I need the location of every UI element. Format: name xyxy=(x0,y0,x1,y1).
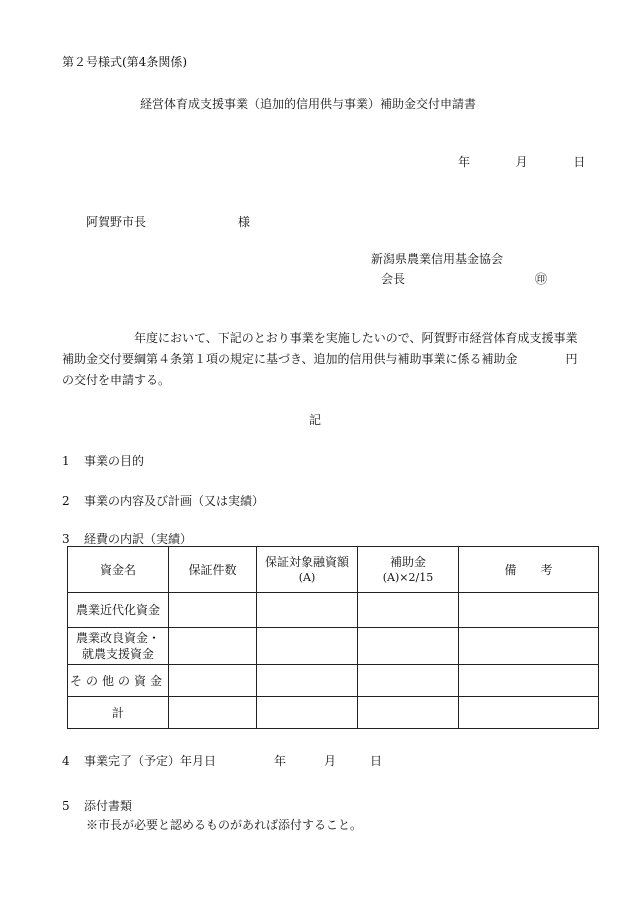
cell-subsidy[interactable] xyxy=(358,593,459,628)
cell-loan-amount[interactable] xyxy=(257,665,358,697)
cell-remarks[interactable] xyxy=(459,665,599,697)
table-row xyxy=(68,665,599,697)
item-attachments xyxy=(62,797,132,814)
addressee-honorific: 様 xyxy=(238,215,251,229)
date-year: 年 xyxy=(458,155,471,169)
item-completion-date xyxy=(62,752,383,769)
table-header-row xyxy=(68,547,599,593)
table-row xyxy=(68,593,599,628)
table-row xyxy=(68,697,599,729)
item-label: 事業完了（予定）年月日 xyxy=(84,754,217,768)
application-statement xyxy=(62,328,582,391)
header-subsidy-sub: (A)×2/15 xyxy=(382,570,434,584)
row-label-improvement-line2: 就農支援資金 xyxy=(81,647,154,661)
cell-guarantee-count[interactable] xyxy=(169,593,257,628)
cell-remarks[interactable] xyxy=(459,593,599,628)
ki-heading: 記 xyxy=(309,413,322,427)
document-title: 経営体育成支援事業（追加的信用供与事業）補助金交付申請書 xyxy=(140,97,477,111)
header-loan-amount xyxy=(257,547,358,593)
date-month: 月 xyxy=(515,155,528,169)
item-cost-breakdown xyxy=(62,530,192,547)
addressee xyxy=(86,213,251,230)
cost-breakdown-table xyxy=(67,546,599,729)
cell-subsidy[interactable] xyxy=(358,665,459,697)
cell-subsidy[interactable] xyxy=(358,628,459,665)
cell-guarantee-count[interactable] xyxy=(169,628,257,665)
completion-year: 年 xyxy=(274,754,287,768)
item-label: 事業の内容及び計画（又は実績） xyxy=(84,494,265,508)
header-remarks: 備 考 xyxy=(459,547,599,593)
header-subsidy xyxy=(358,547,459,593)
header-subsidy-label: 補助金 xyxy=(389,554,426,569)
applicant-organization: 新潟県農業信用基金協会 xyxy=(371,252,504,266)
cell-guarantee-count[interactable] xyxy=(169,665,257,697)
statement-line-2: 補助金交付要綱第４条第１項の規定に基づき、追加的信用供与補助事業に係る補助金 円 xyxy=(62,352,578,366)
cell-remarks[interactable] xyxy=(459,697,599,729)
table-row xyxy=(68,628,599,665)
item-number: 5 xyxy=(62,799,70,813)
header-loan-amount-label: 保証対象融資額 xyxy=(264,554,349,569)
attachments-note: ※市長が必要と認めるものがあれば添付すること。 xyxy=(86,818,363,832)
cell-loan-amount[interactable] xyxy=(257,593,358,628)
application-date xyxy=(458,153,585,170)
item-purpose xyxy=(62,452,144,469)
row-label-modernization: 農業近代化資金 xyxy=(68,593,169,628)
item-label: 経費の内訳（実績） xyxy=(84,532,193,546)
item-number: 1 xyxy=(62,454,70,468)
item-number: 2 xyxy=(62,494,70,508)
row-label-improvement xyxy=(68,628,169,665)
statement-line-1: 年度において、下記のとおり事業を実施したいので、阿賀野市経営体育成支援事業 xyxy=(62,331,578,345)
form-number: 第２号様式(第4条関係) xyxy=(62,55,187,69)
cell-guarantee-count[interactable] xyxy=(169,697,257,729)
cell-loan-amount[interactable] xyxy=(257,628,358,665)
item-number: 4 xyxy=(62,754,70,768)
addressee-name: 阿賀野市長 xyxy=(86,215,147,229)
header-guarantee-count: 保証件数 xyxy=(169,547,257,593)
row-label-improvement-line1: 農業改良資金・ xyxy=(75,631,160,645)
item-label: 事業の目的 xyxy=(84,454,145,468)
row-label-total: 計 xyxy=(68,697,169,729)
cell-subsidy[interactable] xyxy=(358,697,459,729)
completion-month: 月 xyxy=(324,754,337,768)
header-fund-name: 資金名 xyxy=(68,547,169,593)
completion-day: 日 xyxy=(370,754,383,768)
row-label-other: その他の資金 xyxy=(68,665,169,697)
header-loan-amount-sub: (A) xyxy=(298,570,316,584)
item-content xyxy=(62,492,264,509)
statement-line-3: の交付を申請する。 xyxy=(62,373,171,387)
cell-remarks[interactable] xyxy=(459,628,599,665)
item-number: 3 xyxy=(62,532,70,546)
item-label: 添付書類 xyxy=(84,799,133,813)
seal-mark: ㊞ xyxy=(535,272,548,286)
date-day: 日 xyxy=(573,155,586,169)
cell-loan-amount[interactable] xyxy=(257,697,358,729)
applicant-title: 会長 xyxy=(381,272,406,286)
